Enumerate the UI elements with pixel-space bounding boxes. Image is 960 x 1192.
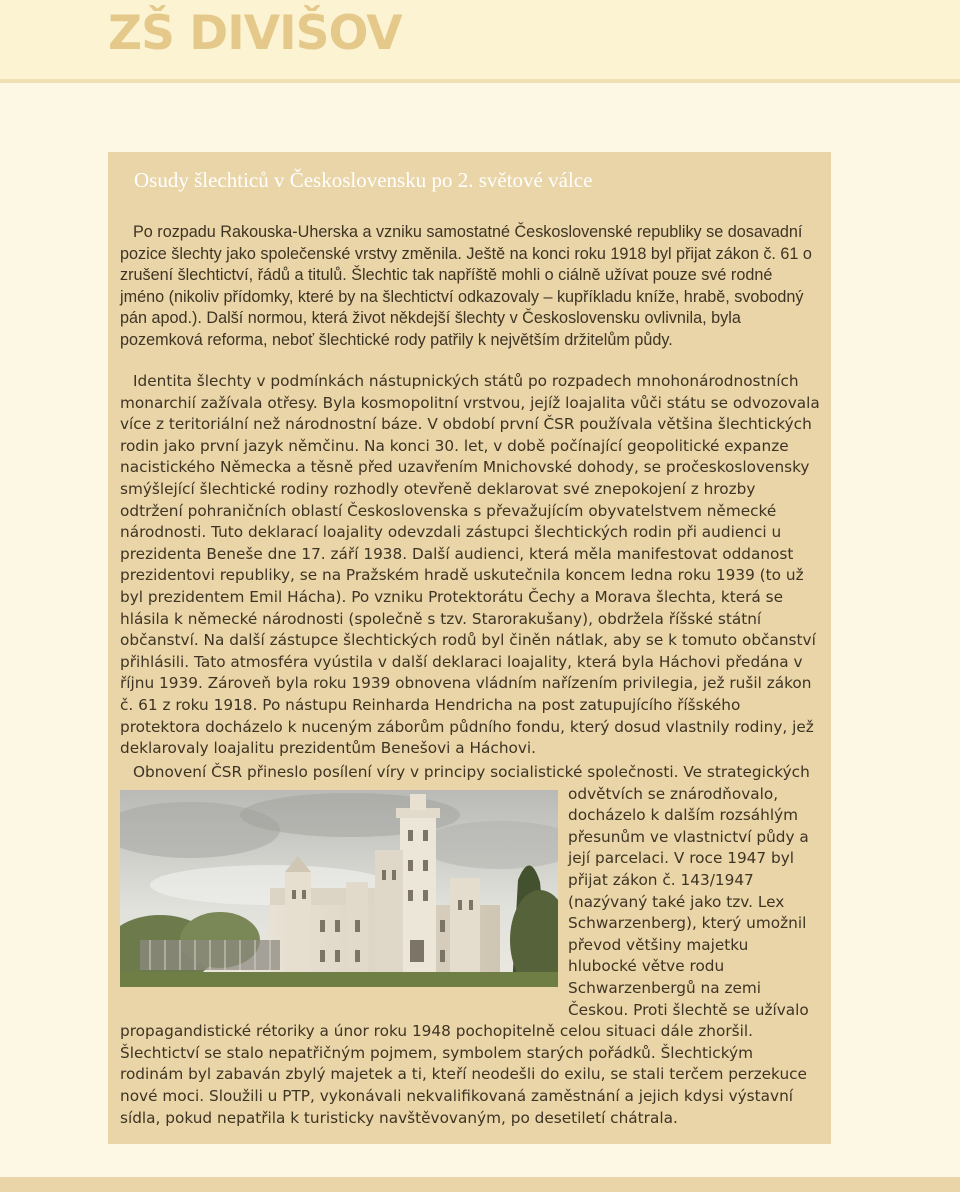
- paragraph-3-text: odvětvích se znárodňovalo, docházelo k dalším rozsáhlým přesunům ve vlastnictví půdy a její parcelaci. V roce 1947 byl přijat zákon č. 143/1947 (nazývaný také jako tzv. Lex Schwarzenberg), který umožnil převod většiny majetku hlubocké větve rodu Schwarzenbergů na zemi Českou. Proti šlechtě se užívalo propagandistické rétoriky a únor roku 1948 pochopitelně celou situaci dále zhoršil. Šlechtictví se stalo nepatřičným pojmem, symbolem starých pořádků. Šlechtickým rodinám byl zabaván zbylý majetek a ti, kteří neodešli do exilu, se stali terčem perzekuce nové moci. Sloužili u PTP, vykonávali nekvalifikovaná zaměstnání a jejich kdysi výstavní sídla, pokud nepatřila k turisticky navštěvovaným, po desetiletí chátrala.: [120, 784, 809, 1127]
- page-title: ZŠ DIVIŠOV: [108, 6, 402, 61]
- paragraph-1: Po rozpadu Rakouska-Uherska a vzniku samostatné Československé republiky se dosavadní pozice šlechty jako společenské vrstvy změnila. Ještě na konci roku 1918 byl přijat zákon č. 61 o zrušení šlechtictví, řádů a titulů. Šlechtic tak napříště mohli o ciálně užívat pouze své rodné jméno (nikoliv přídomky, které by na šlechtictví odkazovaly – kupříkladu kníže, hrabě, svobodný pán apod.). Další normou, která život někdejší šlechty v Československu ovlivnila, byla pozemková reforma, neboť šlechtické rody patřily k největším držitelům půdy.: [120, 223, 812, 349]
- section-heading: Osudy šlechticů v Československu po 2. světové válce: [134, 168, 593, 192]
- paragraph-2: Identita šlechty v podmínkách nástupnických států po rozpadech mnohonárodnostních monarchií zažívala otřesy. Byla kosmopolitní vrstvou, jejíž loajalita vůči státu se odvozovala více z teritoriální než národnostní báze. V období první ČSR používala většina šlechtických rodin jako první jazyk němčinu. Na konci 30. let, v době počínající geopolitické expanze nacistického Německa a těsně před uzavřením Mnichovské dohody, se pročeskoslovensky smýšlející šlechtické rodiny rozhodly otevřeně deklarovat své znepokojení z hrozby odtržení pohraničních oblastí Československa s převažujícím obyvatelstvem německé národnosti. Tuto deklarací loajality odevzdali zástupci šlechtických rodin při audienci u prezidenta Beneše dne 17. září 1938. Další audienci, která měla manifestovat oddanost prezidentovi republiky, se na Pražském hradě uskutečnila koncem ledna roku 1939 (to už byl prezidentem Emil Hácha). Po vzniku Protektorátu Čechy a Morava šlechta, která se hlásila k německé národnosti (společně s tzv. Starorakušany), obdržela říšské státní občanství. Na další zástupce šlechtických rodů byl činěn nátlak, aby se k tomuto občanství přihlásili. Tato atmosféra vyústila v další deklaraci loajality, která byla Háchovi předána v říjnu 1939. Zároveň byla roku 1939 obnovena vládním nařízením privilegia, jež rušil zákon č. 61 z roku 1918. Po nástupu Reinharda Hendricha na post zatupujícího říšského protektora docházelo k nuceným záborům půdního fondu, který dosud vlastnily rodiny, jež deklarovaly loajalitu prezidentům Benešovi a Háchovi.: [120, 372, 820, 758]
- paragraph-3-first-line: Obnovení ČSR přineslo posílení víry v principy socialistické společnosti. Ve strategických: [133, 763, 810, 781]
- footer-band: [0, 1177, 960, 1192]
- castle-photo: [120, 790, 558, 987]
